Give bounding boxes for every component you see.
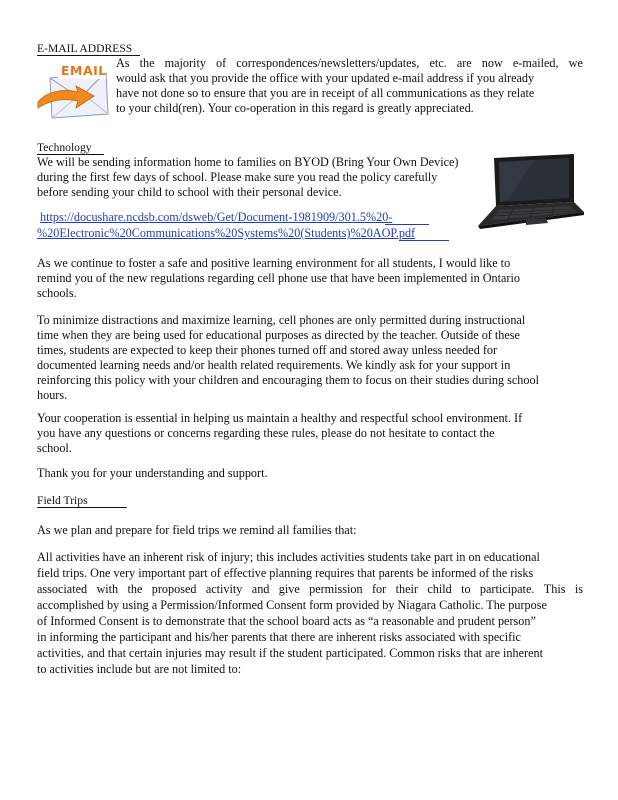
field-trips-line-word: with (96, 582, 119, 596)
technology-line: We will be sending information home to families on BYOD (Bring Your Own Device) (37, 155, 459, 169)
email-line-word: of (216, 56, 227, 70)
email-line: have not done so to ensure that you are in receipt of all communications as they relate (116, 86, 535, 100)
field-trips-heading-underline (37, 507, 127, 508)
email-line-word: the (139, 56, 155, 70)
email-line-word: e-mailed, (512, 56, 559, 70)
field-trips-line-word: proposed (151, 582, 197, 596)
field-trips-line: to activities include but are not limited to: (37, 662, 242, 676)
email-line-word: etc. (429, 56, 447, 70)
field-trips-line-word: and (251, 582, 270, 596)
field-trips-line-word: participate. (479, 582, 535, 596)
technology-paragraph-line: Your cooperation is essential in helping us maintain a healthy and respectful school environment. If (37, 411, 523, 425)
technology-paragraph-line: times, students are expected to keep their phones turned off and stored away unless needed for (37, 343, 498, 357)
field-trips-intro: As we plan and prepare for field trips we remind all families that: (37, 523, 357, 537)
field-trips-line-word: This (543, 582, 566, 596)
laptop-icon (474, 152, 586, 230)
technology-paragraph-line: you have any questions or concerns regarding these rules, please do not hesitate to contact the (37, 426, 495, 440)
email-line-word: are (456, 56, 472, 70)
field-trips-line: accomplished by using a Permission/Informed Consent form provided by Niagara Catholic. The purpose (37, 598, 547, 612)
technology-paragraph-line: hours. (37, 388, 68, 402)
technology-paragraph-line: reinforcing this policy with your children and encouraging them to focus on their studies during school (37, 373, 539, 387)
technology-paragraph-line: time when they are being used for educational purposes as directed by the teacher. Outside of these (37, 328, 520, 342)
field-trips-line: activities, and that certain injuries may result if the student participated. Common risks that are inherent (37, 646, 543, 660)
email-line: would ask that you provide the office with your updated e-mail address if you already (116, 71, 535, 85)
field-trips-heading: Field Trips (37, 494, 88, 507)
technology-paragraph-line: documented learning needs and/or health related requirements. We kindly ask for your support in (37, 358, 511, 372)
email-heading: E-MAIL ADDRESS (37, 42, 133, 55)
field-trips-line-word: child (427, 582, 452, 596)
email-line-word: correspondences/newsletters/updates, (236, 56, 420, 70)
technology-paragraph-line: As we continue to foster a safe and positive learning environment for all students, I would like to (37, 256, 511, 270)
email-line-word: we (568, 56, 583, 70)
field-trips-line-word: is (574, 582, 583, 596)
field-trips-line-word: activity (205, 582, 243, 596)
email-icon (36, 58, 114, 124)
byod-policy-link[interactable]: https://docushare.ncdsb.com/dsweb/Get/Document-1981909/301.5%20- (40, 210, 393, 224)
field-trips-line-word: the (127, 582, 143, 596)
field-trips-line-word: to (461, 582, 471, 596)
byod-policy-link-cont[interactable]: %20Electronic%20Communications%20Systems%20(Students)%20AOP.pdf (37, 226, 416, 240)
email-icon-text: EMAIL (61, 63, 107, 78)
field-trips-line-word: for (372, 582, 387, 596)
field-trips-line-justified (37, 582, 583, 597)
field-trips-line-word: permission (309, 582, 363, 596)
technology-line: before sending your child to school with their personal device. (37, 185, 342, 199)
technology-line: during the first few days of school. Please make sure you read the policy carefully (37, 170, 438, 184)
technology-paragraph-line: school. (37, 441, 72, 455)
technology-paragraph-line: schools. (37, 286, 77, 300)
field-trips-line-word: give (278, 582, 300, 596)
technology-heading: Technology (37, 141, 92, 154)
email-line-word: majority (164, 56, 206, 70)
email-line-word: now (481, 56, 503, 70)
field-trips-line-word: associated (37, 582, 88, 596)
field-trips-line: field trips. One very important part of effective planning requires that parents be informed of the risks (37, 566, 534, 580)
field-trips-line: of Informed Consent is to demonstrate that the school board acts as “a reasonable and prudent person” (37, 614, 536, 628)
email-line-justified (116, 56, 583, 71)
field-trips-line: All activities have an inherent risk of injury; this includes activities students take part in on educational (37, 550, 540, 564)
email-line: to your child(ren). Your co-operation in this regard is greatly appreciated. (116, 101, 474, 115)
technology-paragraph-line: To minimize distractions and maximize learning, cell phones are only permitted during instructional (37, 313, 526, 327)
technology-paragraph-line: remind you of the new regulations regarding cell phone use that have been implemented in Ontario (37, 271, 520, 285)
field-trips-line: in informing the participant and his/her parents that there are inherent risks associated with specific (37, 630, 521, 644)
field-trips-line-word: their (395, 582, 418, 596)
link-underline-tail (399, 240, 449, 241)
link-underline-tail (385, 224, 429, 225)
thank-you-line: Thank you for your understanding and support. (37, 466, 268, 480)
email-line-word: As (116, 56, 130, 70)
